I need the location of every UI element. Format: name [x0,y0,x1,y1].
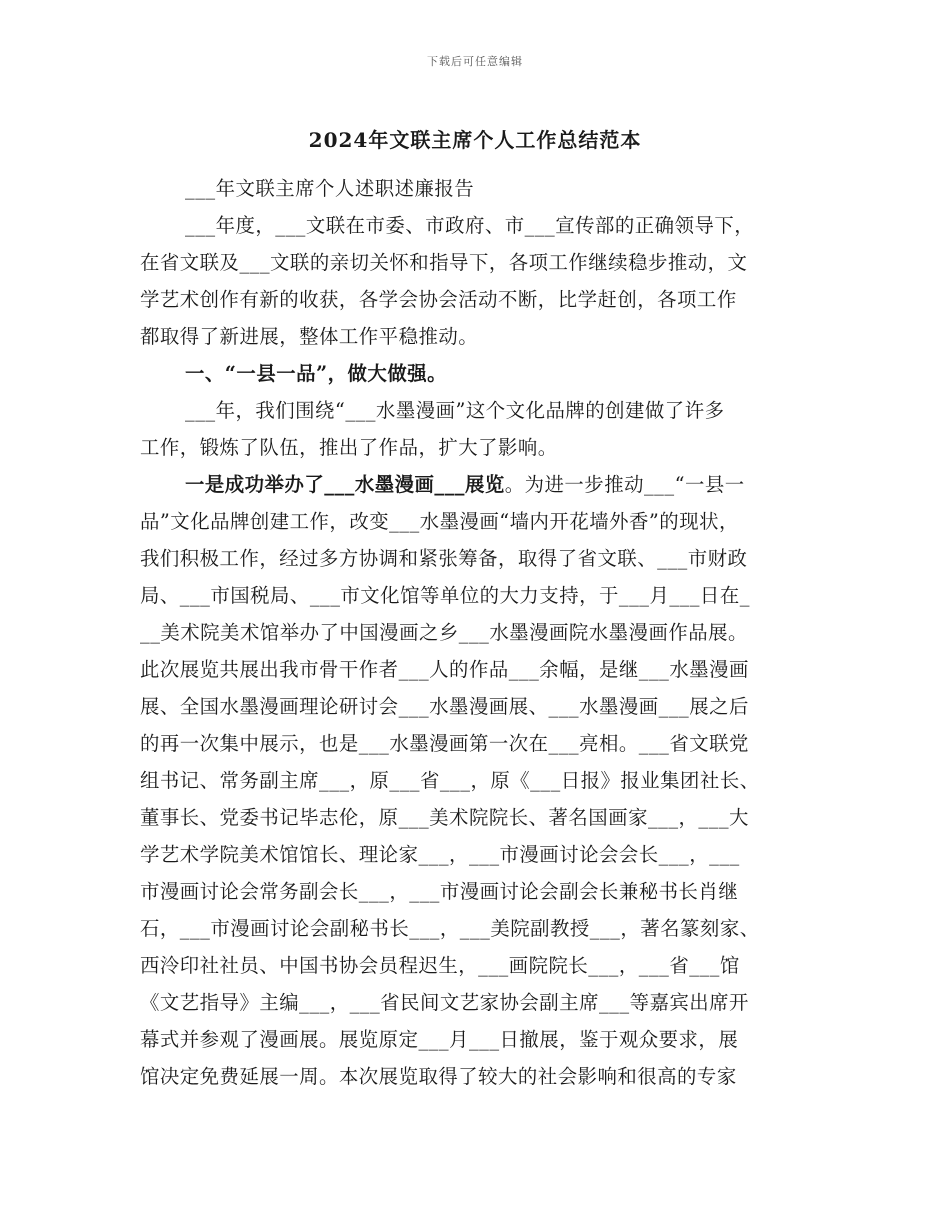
text-line: 品”文化品牌创建工作，改变___水墨漫画“墙内开花墙外香”的现状， [140,510,739,533]
text-line: ___年，我们围绕“___水墨漫画”这个文化品牌的创建做了许多 [185,399,725,422]
bold-lead: 一是成功举办了___水墨漫画___展览 [185,473,505,496]
text-line: __美术院美术馆举办了中国漫画之乡___水墨漫画院水墨漫画作品展。 [140,621,748,644]
text-line: 的再一次集中展示，也是___水墨漫画第一次在___亮相。___省文联党 [140,732,749,755]
text-line: 展、全国水墨漫画理论研讨会___水墨漫画展、___水墨漫画___展之后 [140,695,749,718]
text-line: ___年度，___文联在市委、市政府、市___宣传部的正确领导下， [185,214,755,237]
text-line: 组书记、常务副主席___，原___省___，原《___日报》报业集团社长、 [140,769,760,792]
text-line: 《文艺指导》主编___，___省民间文艺家协会副主席___等嘉宾出席开 [140,991,749,1014]
section-heading: 一、“一县一品”，做大做强。 [185,362,447,385]
document-title: 2024年文联主席个人工作总结范本 [308,128,642,152]
text-line: 市漫画讨论会常务副会长___，___市漫画讨论会副会长兼秘书长肖继 [140,880,739,903]
text-line: 都取得了新进展，整体工作平稳推动。 [140,325,479,348]
document-body [140,170,820,1095]
text-line: 学艺术创作有新的收获，各学会协会活动不断，比学赶创，各项工作 [140,288,737,311]
text-line: 董事长、党委书记毕志伦，原___美术院院长、著名国画家___，___大 [140,806,749,829]
header-note: 下载后可任意编辑 [427,55,523,68]
text-line: 工作，锻炼了队伍，推出了作品，扩大了影响。 [140,436,558,459]
text-line: ___年文联主席个人述职述廉报告 [185,177,475,200]
text-line: 局、___市国税局、___市文化馆等单位的大力支持，于___月___日在_ [140,584,750,607]
text-line: 在省文联及___文联的亲切关怀和指导下，各项工作继续稳步推动，文 [140,251,748,274]
text-line: 馆决定免费延展一周。本次展览取得了较大的社会影响和很高的专家 [140,1065,737,1088]
line-text: 。为进一步推动___“一县一 [504,473,745,496]
text-line: 此次展览共展出我市骨干作者___人的作品___余幅，是继___水墨漫画 [140,658,749,681]
text-line: 我们积极工作，经过多方协调和紧张筹备，取得了省文联、___市财政 [140,547,748,570]
text-line: 石，___市漫画讨论会副秘书长___，___美院副教授___，著名篆刻家、 [140,917,760,940]
text-line: 学艺术学院美术馆馆长、理论家___，___市漫画讨论会会长___，___ [140,843,740,866]
text-line: 西泠印社社员、中国书协会员程迟生，___画院院长___，___省___馆 [140,954,740,977]
text-line: 幕式并参观了漫画展。展览原定___月___日撤展，鉴于观众要求，展 [140,1028,739,1051]
text-line [140,466,820,503]
